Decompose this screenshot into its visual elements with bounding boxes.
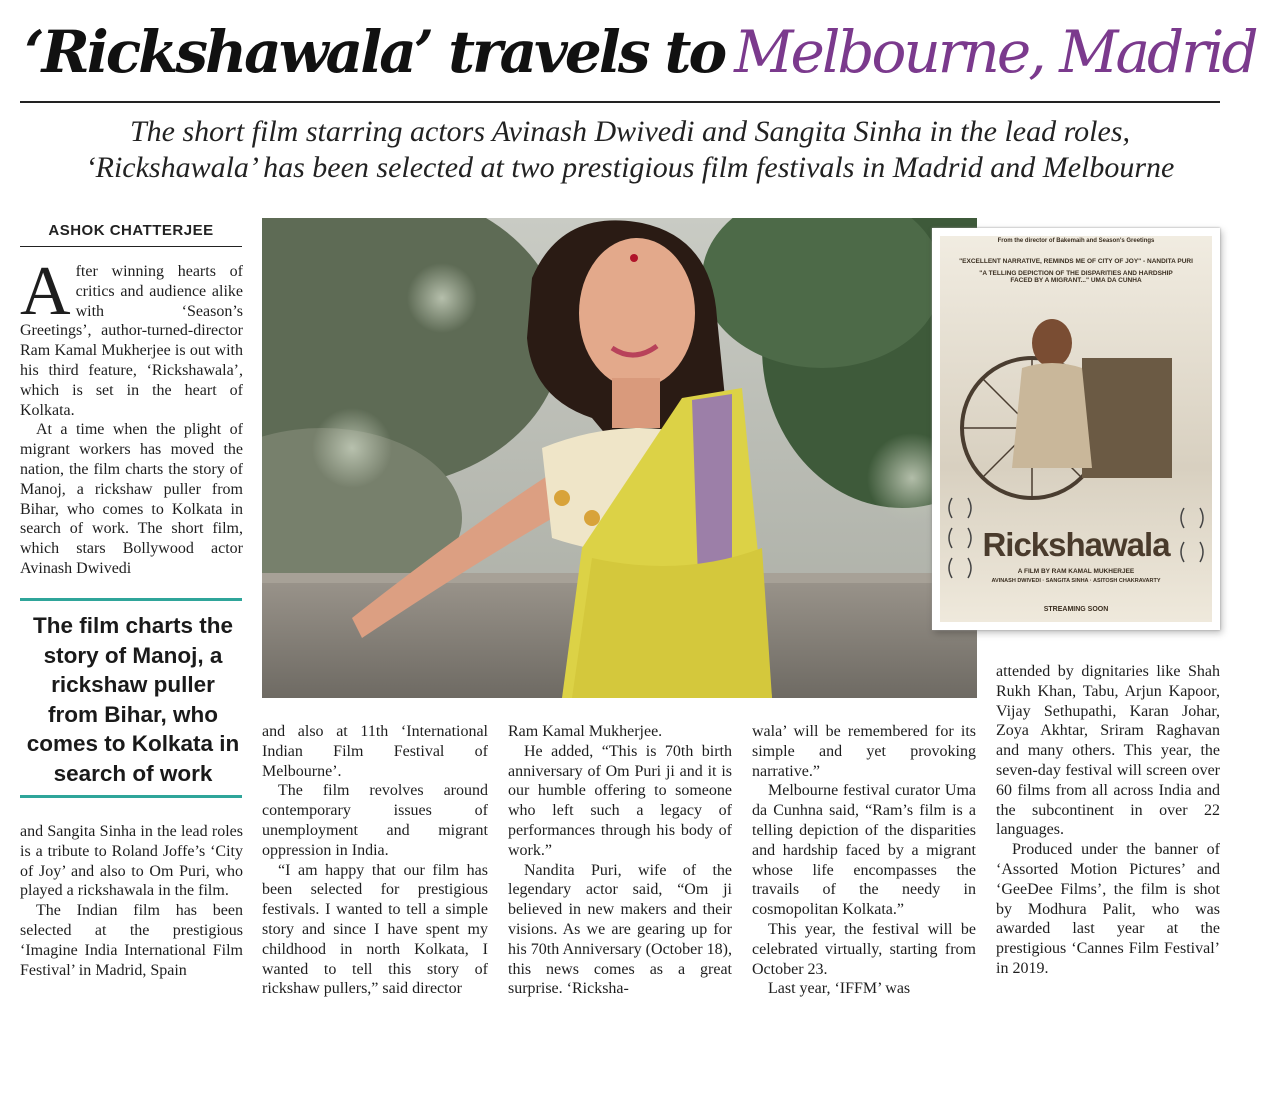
paragraph: The film revolves around contemporary issues of unemployment and migrant oppression in India.	[262, 782, 488, 859]
paragraph: and also at 11th ‘International Indian Film Festival of Melbourne’.	[262, 723, 488, 780]
headline-accent: Melbourne, Madrid	[734, 18, 1256, 86]
article-column-4	[752, 722, 976, 999]
actress-photo	[262, 218, 977, 698]
article-column-5	[996, 662, 1220, 979]
paragraph	[20, 253, 243, 420]
poster-cast-credit: AVINASH DWIVEDI · SANGITA SINHA · ASITOSH CHAKRAVARTY	[991, 578, 1161, 584]
paragraph: The Indian film has been selected at the prestigious ‘Imagine India International Film Festival’ in Madrid, Spain	[20, 902, 243, 979]
paragraph: This year, the festival will be celebrated virtually, starting from October 23.	[752, 920, 976, 978]
poster-bottom-tag: STREAMING SOON	[1043, 606, 1109, 613]
actress-photo-illustration	[262, 218, 977, 698]
pull-quote	[20, 598, 242, 798]
pull-quote-text: The film charts the story of Manoj, a rickshaw puller from Bihar, who comes to Kolkata in search of work	[26, 613, 240, 786]
standfirst	[30, 114, 1230, 186]
paragraph-text: fter winning hearts of critics and audience alike with ‘Season’s Greetings’, author-turned-director Ram Kamal Mukherjee is out with his third feature, ‘Rickshawala’, which is set in the heart of Kolkata.	[20, 263, 243, 419]
poster-quote-2: "A TELLING DEPICTION OF THE DISPARITIES AND HARDSHIP FACED BY A MIGRANT..." UMA DA CUNHA	[979, 270, 1173, 284]
paragraph: “I am happy that our film has been selected for prestigious festivals. I wanted to tell a simple story and since I have spent my childhood in north Kolkata, I wanted to tell this story of rickshaw pullers,” said director	[262, 861, 488, 998]
poster-director-credit: A FILM BY RAM KAMAL MUKHERJEE	[1017, 568, 1135, 575]
headline-main: ‘Rickshawala’ travels to	[24, 18, 725, 86]
paragraph: Nandita Puri, wife of the legendary actor said, “Om ji believed in new makers and their visions. As we are gearing up for his 70th Anniversary (October 18), this news comes as a great surprise. ‘Ricksha-	[508, 861, 732, 998]
paragraph: He added, “This is 70th birth anniversary of Om Puri ji and it is our humble offering to someone who left such a legacy of performances through his body of work.”	[508, 742, 732, 859]
article-column-3	[508, 722, 732, 999]
paragraph: Last year, ‘IFFM’ was	[768, 980, 911, 998]
standfirst-line-2: ‘Rickshawala’ has been selected at two prestigious film festivals in Madrid and Melbourne	[85, 151, 1175, 184]
article-column-1-top	[20, 253, 243, 579]
article-column-1-bottom	[20, 822, 243, 980]
paragraph: Melbourne festival curator Uma da Cunhna said, “Ram’s film is a telling depiction of the disparities and hardship faced by a migrant whose life encompasses the travails of the needy in cosmopolitan Kolkata.”	[752, 782, 976, 919]
paragraph: wala’ will be remembered for its simple and yet provoking narrative.”	[752, 723, 976, 780]
byline: ASHOK CHATTERJEE	[20, 216, 242, 247]
headline-rule	[20, 101, 1220, 103]
paragraph: attended by dignitaries like Shah Rukh Khan, Tabu, Arjun Kapoor, Vijay Sethupathi, Karan Johar, Zoya Akhtar, Sriram Raghavan and many others. This year, the seven-day festival will screen over 60 films from all across India and the subcontinent in over 22 languages.	[996, 663, 1220, 839]
film-poster	[932, 228, 1220, 630]
drop-cap: A	[20, 253, 71, 330]
poster-top-credit: From the director of Bakemaih and Season's Greetings	[997, 238, 1155, 244]
paragraph: At a time when the plight of migrant workers has moved the nation, the film charts the story of Manoj, a rickshaw puller from Bihar, who comes to Kolkata in search of work. The short film, which stars Bollywood actor Avinash Dwivedi	[20, 421, 243, 577]
poster-title: Rickshawala	[982, 526, 1170, 563]
paragraph: Produced under the banner of ‘Assorted Motion Pictures’ and ‘GeeDee Films’, the film is shot by Modhura Palit, who was awarded last year at the prestigious ‘Cannes Film Festival’ in 2019.	[996, 841, 1220, 977]
article-column-2	[262, 722, 488, 999]
poster-quote-1: "EXCELLENT NARRATIVE, REMINDS ME OF CITY OF JOY" - NANDITA PURI	[959, 258, 1193, 265]
standfirst-line-1: The short film starring actors Avinash Dwivedi and Sangita Sinha in the lead roles,	[129, 115, 1130, 148]
paragraph: Ram Kamal Mukherjee.	[508, 723, 663, 740]
headline	[0, 10, 1280, 94]
paragraph: and Sangita Sinha in the lead roles is a tribute to Roland Joffe’s ‘City of Joy’ and also to Om Puri, who played a rickshawala in the film.	[20, 823, 243, 900]
